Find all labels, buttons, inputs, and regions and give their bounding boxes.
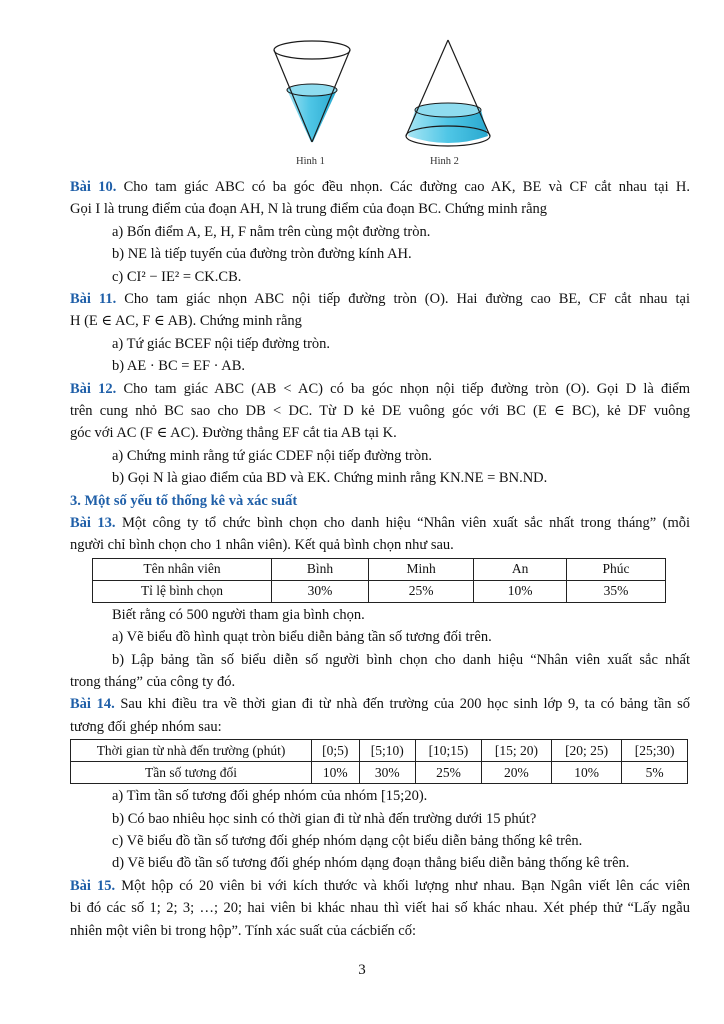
figures-area (0, 30, 724, 180)
table-cell: 20% (481, 762, 551, 784)
table-cell: [15; 20) (481, 740, 551, 762)
b12-label: Bài 12. (70, 380, 117, 397)
b11-line-1 (70, 288, 690, 310)
b11-part-a: a) Tứ giác BCEF nội tiếp đường tròn. (112, 335, 331, 352)
b12-part-a: a) Chứng minh rằng tứ giác CDEF nội tiếp đường tròn. (112, 447, 432, 464)
b14-text-1: Sau khi điều tra về thời gian đi từ nhà đến trường của 200 học sinh lớp 9, ta có bảng tần số (120, 696, 690, 713)
table-cell: [10;15) (416, 740, 482, 762)
table-cell: 25% (416, 762, 482, 784)
b10-text-1: Cho tam giác ABC có ba góc đều nhọn. Các đường cao AK, BE và CF cắt nhau tại H. (123, 179, 690, 195)
b11-text-1: Cho tam giác nhọn ABC nội tiếp đường tròn (O). Hai đường cao BE, CF cắt nhau tại (124, 291, 690, 308)
document-body (70, 176, 690, 942)
b13-note: Biết rằng có 500 người tham gia bình chọn. (112, 606, 365, 623)
table-cell: 5% (622, 762, 688, 784)
b10-part-c: c) CI² − IE² = CK.CB. (112, 268, 242, 285)
table-cell: 10% (312, 762, 360, 784)
table-row (71, 740, 688, 762)
b14-table (70, 739, 688, 784)
table-row (93, 558, 666, 580)
b13-label: Bài 13. (70, 515, 116, 532)
b13-part-a: a) Vẽ biểu đồ hình quạt tròn biểu diễn bảng tần số tương đối trên. (112, 629, 492, 646)
b14-part-c: c) Vẽ biểu đồ tần số tương đối ghép nhóm dạng cột biểu diễn bảng thống kê trên. (112, 833, 583, 850)
table-row (93, 580, 666, 602)
table-cell: 10% (552, 762, 622, 784)
table-cell: [0;5) (312, 740, 360, 762)
b13-table (92, 558, 666, 603)
b10-part-a: a) Bốn điểm A, E, H, F nằm trên cùng một đường tròn. (112, 223, 431, 240)
b12-line-2: trên cung nhỏ BC sao cho DB < DC. Từ D kẻ DE vuông góc với BC (E ∈ BC), kẻ DF vuông (70, 403, 690, 420)
b13-text-1: Một công ty tổ chức bình chọn cho danh hiệu “Nhân viên xuất sắc nhất trong tháng” (mỗi (121, 515, 690, 532)
b11-line-2: H (E ∈ AC, F ∈ AB). Chứng minh rằng (70, 313, 302, 330)
b13-part-b-2: trong tháng” của công ty đó. (70, 674, 236, 691)
table-cell: 30% (272, 580, 369, 602)
figure-1-inverted-cone (272, 38, 352, 153)
b14-line-1 (70, 693, 690, 715)
b11-part-b: b) AE · BC = EF · AB. (112, 358, 246, 375)
b14-part-d: d) Vẽ biểu đồ tần số tương đối ghép nhóm dạng đoạn thẳng biểu diễn bảng thống kê trên. (112, 855, 630, 872)
b13-part-b-1: b) Lập bảng tần số biểu diễn số người bình chọn cho danh hiệu “Nhân viên xuất sắc nhất (112, 651, 690, 668)
table-row (71, 762, 688, 784)
b15-text-1: Một hộp có 20 viên bi với kích thước và khối lượng như nhau. Bạn Ngân viết lên các viên (121, 877, 690, 894)
figure-2-upright-cone (402, 38, 494, 153)
table-cell: [20; 25) (552, 740, 622, 762)
figure-1-caption: Hình 1 (296, 156, 325, 167)
b15-line-3: nhiên một viên bi trong hộp”. Tính xác suất của cácbiến cố: (70, 922, 417, 939)
b12-line-3: góc với AC (F ∈ AC). Đường thẳng EF cắt tia AB tại K. (70, 425, 397, 442)
b10-line-1 (70, 176, 690, 198)
b11-label: Bài 11. (70, 291, 117, 308)
b14-line-2: tương đối ghép nhóm sau: (70, 718, 222, 735)
b12-text-1: Cho tam giác ABC (AB < AC) có ba góc nhọn nội tiếp đường tròn (O). Gọi D là điểm (123, 380, 690, 397)
b15-line-1 (70, 875, 690, 897)
table-cell: 10% (474, 580, 567, 602)
table-cell: Tỉ lệ bình chọn (93, 580, 272, 602)
table-cell: 30% (359, 762, 416, 784)
b14-label: Bài 14. (70, 696, 115, 713)
table-cell: [25;30) (622, 740, 688, 762)
b14-part-b: b) Có bao nhiêu học sinh có thời gian đi từ nhà đến trường dưới 15 phút? (112, 810, 537, 827)
table-cell: Thời gian từ nhà đến trường (phút) (71, 740, 312, 762)
b15-line-2: bi đó các số 1; 2; 3; …; 20; hai viên bi khác nhau thì viết hai số khác nhau. Xét phép thử “Lấy ngẫu (70, 900, 690, 917)
b12-line-1 (70, 378, 690, 400)
b13-line-1 (70, 512, 690, 534)
table-cell: Phúc (566, 558, 665, 580)
b10-line-2: Gọi I là trung điểm của đoạn AH, N là trung điểm của đoạn BC. Chứng minh rằng (70, 201, 548, 218)
b12-part-b: b) Gọi N là giao điểm của BD và EK. Chứng minh rằng KN.NE = BN.ND. (112, 470, 548, 487)
figure-2-caption: Hình 2 (430, 156, 459, 167)
b14-part-a: a) Tìm tần số tương đối ghép nhóm của nhóm [15;20). (112, 788, 428, 805)
table-cell: Tần số tương đối (71, 762, 312, 784)
table-cell: 25% (368, 580, 473, 602)
page-number: 3 (358, 962, 366, 978)
b10-label: Bài 10. (70, 179, 117, 195)
table-cell: Bình (272, 558, 369, 580)
table-cell: [5;10) (359, 740, 416, 762)
section-3-heading: 3. Một số yếu tố thống kê và xác suất (70, 492, 298, 509)
table-cell: Minh (368, 558, 473, 580)
b15-label: Bài 15. (70, 877, 116, 894)
table-cell: 35% (566, 580, 665, 602)
b10-part-b: b) NE là tiếp tuyến của đường tròn đường kính AH. (112, 246, 412, 263)
b13-line-2: người chỉ bình chọn cho 1 nhân viên). Kết quả bình chọn như sau. (70, 537, 454, 554)
table-cell: An (474, 558, 567, 580)
table-cell: Tên nhân viên (93, 558, 272, 580)
